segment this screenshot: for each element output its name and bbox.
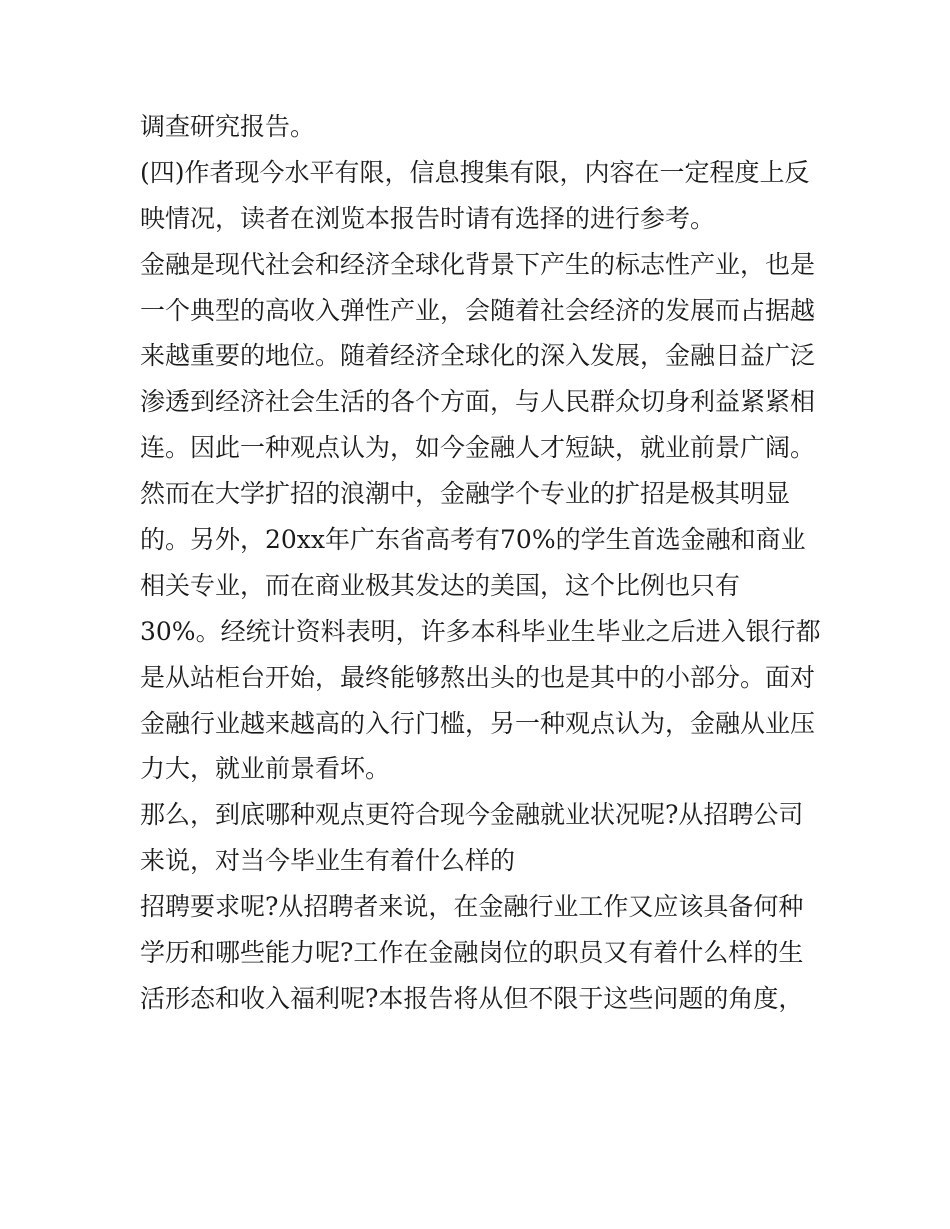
text-line: 调查研究报告。 [140,112,316,141]
text-line: 那么，到底哪种观点更符合现今金融就业状况呢?从招聘公司 [140,800,804,830]
text-line: 活形态和收入福利呢?本报告将从但不限于这些问题的角度， [140,983,804,1013]
text-line: 映情况，读者在浏览本报告时请有选择的进行参考。 [140,203,716,233]
document-body [140,104,830,1022]
text-line: 来越重要的地位。随着经济全球化的深入发展，金融日益广泛 [140,341,816,371]
text-line: 是从站柜台开始，最终能够熬出头的也是其中的小部分。面对 [140,662,816,692]
text-line: 30%。经统计资料表明，许多本科毕业生毕业之后进入银行都 [140,616,821,646]
text-line: 的。另外，20xx年广东省高考有70%的学生首选金融和商业 [140,525,806,555]
text-line: 招聘要求呢?从招聘者来说，在金融行业工作又应该具备何种 [140,892,804,922]
text-line: 然而在大学扩招的浪潮中，金融学个专业的扩招是极其明显 [140,479,791,509]
text-line: 渗透到经济社会生活的各个方面，与人民群众切身利益紧紧相 [140,387,816,417]
text-line: 金融行业越来越高的入行门槛，另一种观点认为，金融从业压 [140,708,816,738]
text-line: 金融是现代社会和经济全球化背景下产生的标志性产业，也是 [140,249,816,279]
text-line: 相关专业，而在商业极其发达的美国，这个比例也只有 [140,570,741,600]
text-line: 力大，就业前景看坏。 [140,754,391,784]
text-line: 一个典型的高收入弹性产业，会随着社会经济的发展而占据越 [140,295,816,325]
text-line: 来说，对当今毕业生有着什么样的 [140,846,516,876]
text-line: 连。因此一种观点认为，如今金融人才短缺，就业前景广阔。 [140,433,816,463]
text-line: (四)作者现今水平有限，信息搜集有限，内容在一定程度上反 [140,157,810,187]
text-line: 学历和哪些能力呢?工作在金融岗位的职员又有着什么样的生 [140,938,804,968]
